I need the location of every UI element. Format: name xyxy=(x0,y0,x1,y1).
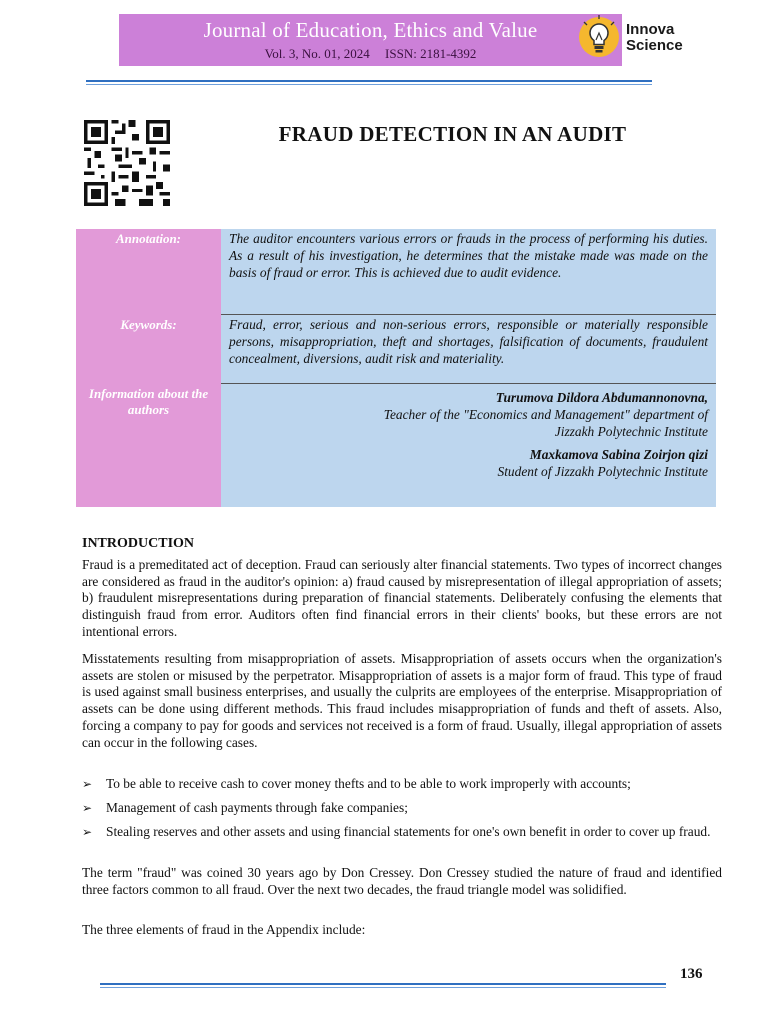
list-item-text: Stealing reserves and other assets and using financial statements for one's own benefit in order to cover up fraud. xyxy=(106,824,711,839)
arrow-bullet-icon: ➢ xyxy=(82,801,93,815)
info-label-column xyxy=(76,229,221,507)
journal-volume: Vol. 3, No. 01, 2024 xyxy=(264,46,370,61)
footer-rule xyxy=(100,983,666,985)
author-1-name: Turumova Dildora Abdumannonovna, xyxy=(495,390,708,405)
arrow-bullet-icon: ➢ xyxy=(82,825,93,839)
journal-issn: ISSN: 2181-4392 xyxy=(385,46,477,61)
list-item xyxy=(82,800,722,817)
arrow-bullet-icon: ➢ xyxy=(82,777,93,791)
lightbulb-icon xyxy=(576,14,624,66)
annotation-label: Annotation: xyxy=(115,231,182,246)
logo-line-1: Innova xyxy=(626,21,675,38)
list-item-text: To be able to receive cash to cover money thefts and to be able to work improperly with accounts; xyxy=(106,776,631,791)
info-separator xyxy=(221,314,716,315)
body-paragraph-3: The term "fraud" was coined 30 years ago by Don Cressey. Don Cressey studied the nature of fraud and identified three factors common to all fraud. Over the next two decades, the fraud triangle model was solidified. xyxy=(82,865,722,897)
list-item-text: Management of cash payments through fake companies; xyxy=(106,800,408,815)
article-info-table xyxy=(76,229,716,507)
footer-rule-thin xyxy=(100,987,666,988)
keywords-text: Fraud, error, serious and non-serious errors, responsible or materially responsible persons, misappropriation, theft and shortages, falsification of documents, fraudulent concealment, diversions, audit risk and materiality. xyxy=(229,317,708,366)
journal-title: Journal of Education, Ethics and Value xyxy=(203,18,538,42)
author-2-name: Maxkamova Sabina Zoirjon qizi xyxy=(529,447,708,462)
annotation-text: The auditor encounters various errors or frauds in the process of performing his duties. As a result of his investigation, he determines that the mistake made was made on the basis of fraud or error. This is achieved due to audit evidence. xyxy=(229,231,708,280)
qr-code-icon xyxy=(82,120,172,206)
authors-label: Information about the authors xyxy=(88,386,209,417)
header-rule xyxy=(86,80,652,82)
authors-block xyxy=(229,389,708,480)
keywords-label: Keywords: xyxy=(120,317,177,332)
info-separator xyxy=(221,383,716,384)
page-number: 136 xyxy=(680,966,703,982)
logo-line-2: Science xyxy=(626,37,683,54)
header-rule-thin xyxy=(86,84,652,85)
body-paragraph-1: Fraud is a premeditated act of deception. Fraud can seriously alter financial statements. Two types of incorrect changes are considered as fraud in the auditor's opinion: a) fraud caused by misrepresentation of illegal appropriation of assets; b) fraudulent misrepresentations during preparation of financial statements. Deliberately confusing the elements that distinguish fraud from error. Auditors often find financial errors in their clients' books, but these errors are not intentional errors. xyxy=(82,557,722,639)
author-1-affiliation: Teacher of the "Economics and Management" department of Jizzakh Polytechnic Institute xyxy=(383,407,708,439)
author-2-affiliation: Student of Jizzakh Polytechnic Institute xyxy=(497,464,708,479)
list-item xyxy=(82,824,722,841)
introduction-heading: INTRODUCTION xyxy=(82,536,195,551)
journal-volume-line xyxy=(119,46,622,62)
list-item xyxy=(82,776,722,793)
paper-title: FRAUD DETECTION IN AN AUDIT xyxy=(278,122,627,146)
publisher-logo-text xyxy=(626,22,683,54)
body-paragraph-2: Misstatements resulting from misappropriation of assets. Misappropriation of assets occurs when the organization's assets are stolen or misused by the perpetrator. Misappropriation of assets is a major form of fraud. This type of fraud is used against small business enterprises, and usually the culprits are employees of the enterprise. Misappropriation of assets can be done using different methods. This fraud includes misappropriation of funds and theft of assets. Also, forcing a company to pay for goods and services not received is a form of fraud. Usually, illegal appropriation of assets can occur in the following cases. xyxy=(82,651,722,750)
body-paragraph-4: The three elements of fraud in the Appendix include: xyxy=(82,922,366,937)
